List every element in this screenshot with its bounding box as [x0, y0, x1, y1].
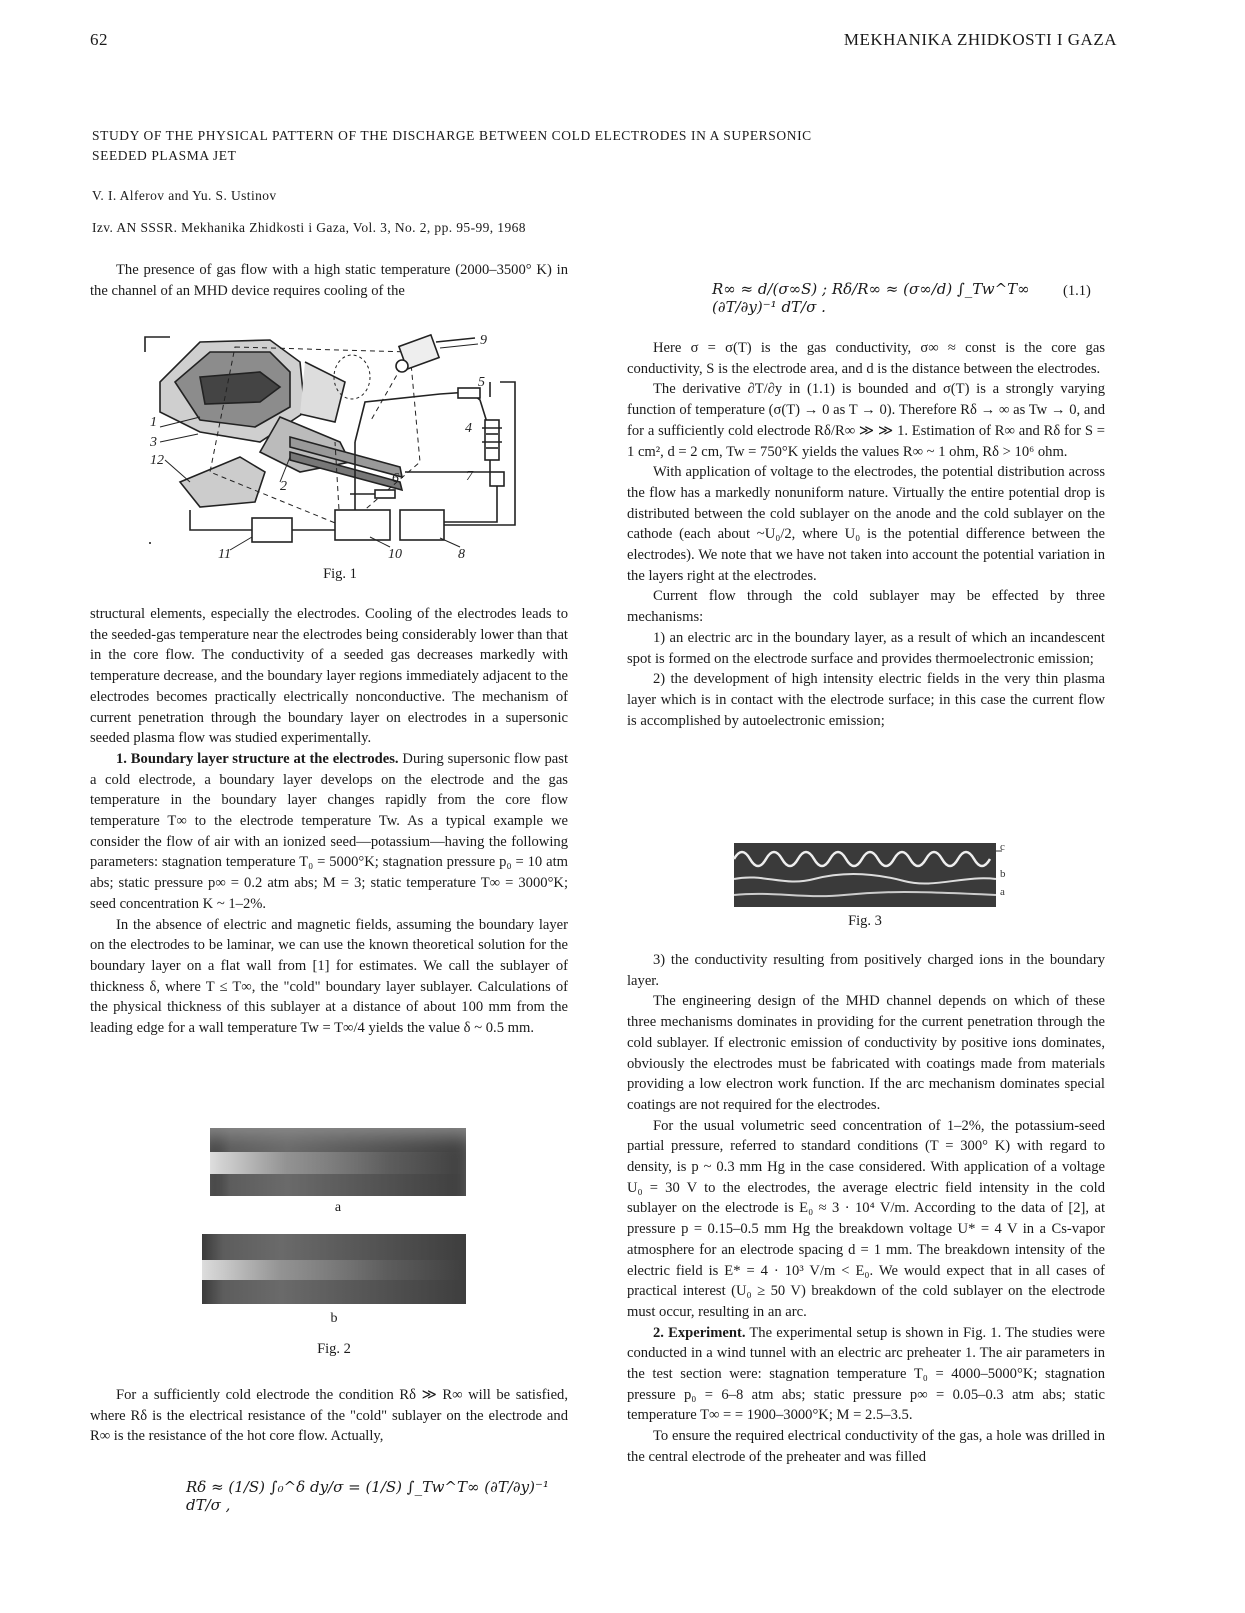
- equation-1-1: R∞ ≈ d/(σ∞S) ; Rδ/R∞ ≈ (σ∞/d) ∫_Tw^T∞ (∂T/∂y)⁻¹ dT/σ .: [712, 280, 1030, 316]
- fig1-label-12: 12: [150, 453, 164, 468]
- equation-1-1-number: (1.1): [1063, 283, 1091, 299]
- fig3-label-a: a: [1000, 886, 1005, 898]
- structural-paragraph: structural elements, especially the electrodes. Cooling of the electrodes leads to the seeded-gas temperature near the electrodes being considerably lower than that in the core flow. The conductivity of a seeded gas decreases markedly with temperature decrease, and the boundary layer regions immediately adjacent to the electrodes becomes practically electrically nonconductive. The mechanism of current penetration through the boundary layer on electrodes in a supersonic seeded plasma flow was studied experimentally.: [90, 606, 568, 747]
- engineering-paragraph: The engineering design of the MHD channel depends on which of these three mechanisms dominates in providing for the current penetration through the cold sublayer. If electronic emission of conductivity by positive ions dominates, obviously the electrodes must be fabricated with coatings made from materials providing a low electron work function. If the arc mechanism dominates special coatings are not required for the electrodes.: [627, 993, 1105, 1113]
- section-2-heading: 2. Experiment.: [653, 1324, 746, 1341]
- mechanism-item-1: 1) an electric arc in the boundary layer, as a result of which an incandescent spot is formed on the electrode surface and provides thermoelectronic emission;: [627, 629, 1105, 667]
- left-body-text: [90, 604, 568, 1039]
- fig1-label-7: 7: [466, 469, 473, 484]
- here-paragraph: Here σ = σ(T) is the gas conductivity, σ∞ ≈ const is the core gas conductivity, S is the electrode area, and d is the distance between the electrodes.: [627, 340, 1105, 377]
- fig1-label-4: 4: [465, 421, 472, 436]
- left-intro-paragraph: [90, 260, 568, 301]
- right-body-text: [627, 338, 1105, 731]
- mechanism-item-3: 3) the conductivity resulting from positively charged ions in the boundary layer.: [627, 952, 1105, 989]
- final-paragraph: To ensure the required electrical conductivity of the gas, a hole was drilled in the central electrode of the preheater and was filled: [627, 1428, 1105, 1465]
- fig1-label-9: 9: [480, 333, 487, 348]
- section-2-paragraph: [627, 1323, 1105, 1427]
- fig3-label-c: c: [1000, 841, 1005, 853]
- fig1-label-11: 11: [218, 547, 231, 562]
- figure-1-caption: Fig. 1: [323, 566, 357, 582]
- figure-2a-label: a: [334, 1200, 342, 1215]
- fig1-label-1: 1: [150, 415, 157, 430]
- article-title: STUDY OF THE PHYSICAL PATTERN OF THE DISCHARGE BETWEEN COLD ELECTRODES IN A SUPERSONIC SEEDED PLASMA JET: [92, 128, 812, 163]
- left-bottom-text: [90, 1385, 568, 1447]
- current-paragraph: Current flow through the cold sublayer may be effected by three mechanisms:: [627, 588, 1105, 626]
- figure-3-caption: Fig. 3: [848, 913, 882, 929]
- absence-paragraph: In the absence of electric and magnetic fields, assuming the boundary layer on the electrodes to be laminar, we can use the known theoretical solution for the boundary layer on a flat wall from [1] for estimates. We call the sublayer of thickness δ, where T ≤ T∞, the "cold" boundary layer sublayer. Calculations of the physical thickness of this sublayer at a distance of about 100 mm from the leading edge for a wall temperature Tw = T∞/4 yields the value δ ~ 0.5 mm.: [90, 916, 568, 1037]
- figure-2b-photo: [202, 1234, 466, 1304]
- intro-text: The presence of gas flow with a high static temperature (2000–3500° K) in the channel of an MHD device requires cooling of the: [90, 262, 568, 299]
- section-1-paragraph: [90, 749, 568, 915]
- section-2-text: The experimental setup is shown in Fig. 1. The studies were conducted in a wind tunnel with an electric arc preheater 1. The air parameters in the test section were: stagnation temperature T₀ = 4000–5000°K; stagnation pressure p₀ = 6–8 atm abs; static pressure p∞ = 0.05–0.3 atm abs; static temperature T∞ = = 1900–3000°K; M = 2.5–3.5.: [627, 1324, 1105, 1424]
- mechanism-item-2: 2) the development of high intensity electric fields in the very thin plasma layer which is in contact with the electrode surface; in this case the current flow is accomplished by autoelectronic emission;: [627, 671, 1105, 729]
- condition-paragraph: For a sufficiently cold electrode the condition Rδ ≫ R∞ will be satisfied, where Rδ is the electrical resistance of the "cold" sublayer on the electrode and R∞ is the resistance of the hot core flow. Actually,: [90, 1387, 568, 1445]
- figure-2a-photo: [210, 1128, 466, 1196]
- page-number: 62: [90, 30, 108, 49]
- equation-r-delta: Rδ ≈ (1/S) ∫₀^δ dy/σ = (1/S) ∫_Tw^T∞ (∂T/∂y)⁻¹ dT/σ ,: [186, 1478, 549, 1514]
- voltage-paragraph: With application of voltage to the electrodes, the potential distribution across the flow has a markedly nonuniform nature. Virtually the entire potential drop is distributed between the cold sublayer on the anode and the cold sublayer on the cathode (each about ~U₀/2, where U₀ is the potential difference between the electrodes). We note that we have not taken into account the potential variation in the layers right at the electrodes.: [627, 464, 1105, 584]
- right-lower-text: [627, 950, 1105, 1468]
- fig1-label-2: 2: [280, 479, 287, 494]
- fig1-label-10: 10: [388, 547, 402, 562]
- article-source: Izv. AN SSSR. Mekhanika Zhidkosti i Gaza, Vol. 3, No. 2, pp. 95-99, 1968: [92, 220, 526, 235]
- derivative-paragraph: The derivative ∂T/∂y in (1.1) is bounded and σ(T) is a strongly varying function of temperature (σ(T) → 0 as T → 0). Therefore Rδ → ∞ as Tw → 0, and for a sufficiently cold electrode Rδ/R∞ ≫ ≫ 1. Estimation of R∞ and Rδ for S = 1 cm², d = 2 cm, Tw = 750°K yields the values R∞ ~ 1 ohm, Rδ > 10⁶ ohm.: [627, 381, 1105, 460]
- figure-3-oscillogram: [734, 843, 1004, 911]
- fig3-label-b: b: [1000, 868, 1006, 880]
- fig1-label-3: 3: [150, 435, 157, 450]
- section-1-text: During supersonic flow past a cold electrode, a boundary layer develops on the electrode and the gas temperature in the boundary layer changes rapidly from the core flow temperature T∞ to the electrode temperature Tw. As a typical example we consider the flow of air with an ionized seed—potassium—having the following parameters: stagnation temperature T₀ = 5000°K; stagnation pressure p₀ = 10 atm abs; static pressure p∞ = 0.2 atm abs; M = 3; static temperature T∞ = 3000°K; seed concentration K ~ 1–2%.: [90, 750, 568, 912]
- article-authors: V. I. Alferov and Yu. S. Ustinov: [92, 188, 277, 203]
- fig1-label-6: 6: [392, 471, 399, 486]
- figure-1-setup-diagram: [140, 322, 540, 562]
- seed-paragraph: For the usual volumetric seed concentration of 1–2%, the potassium-seed partial pressure, referred to standard conditions (T = 300° K) with regard to density, is p ~ 0.3 mm Hg in the case considered. With application of a voltage U₀ = 30 V to the electrodes, the average electric field intensity in the cold sublayer on the electrode is E₀ ≈ 3 · 10⁴ V/m. According to the data of [2], at pressure p = 0.15–0.5 mm Hg the breakdown voltage U* = 4 V in a Cs-vapor atmosphere for an electrode spacing d = 1 mm. The breakdown intensity of the electric field is E* = 4 · 10³ V/m < E₀. We would expect that in all cases of practical interest (U₀ ≥ 50 V) breakdown of the cold sublayer on the electrode must occur, resulting in an arc.: [627, 1117, 1105, 1320]
- figure-2-caption: Fig. 2: [317, 1341, 351, 1357]
- figure-2b-label: b: [330, 1311, 338, 1326]
- section-1-heading: 1. Boundary layer structure at the electrodes.: [116, 750, 399, 767]
- fig1-label-8: 8: [458, 547, 465, 562]
- fig1-label-5: 5: [478, 375, 485, 390]
- journal-name: MEKHANIKA ZHIDKOSTI I GAZA: [843, 30, 1117, 49]
